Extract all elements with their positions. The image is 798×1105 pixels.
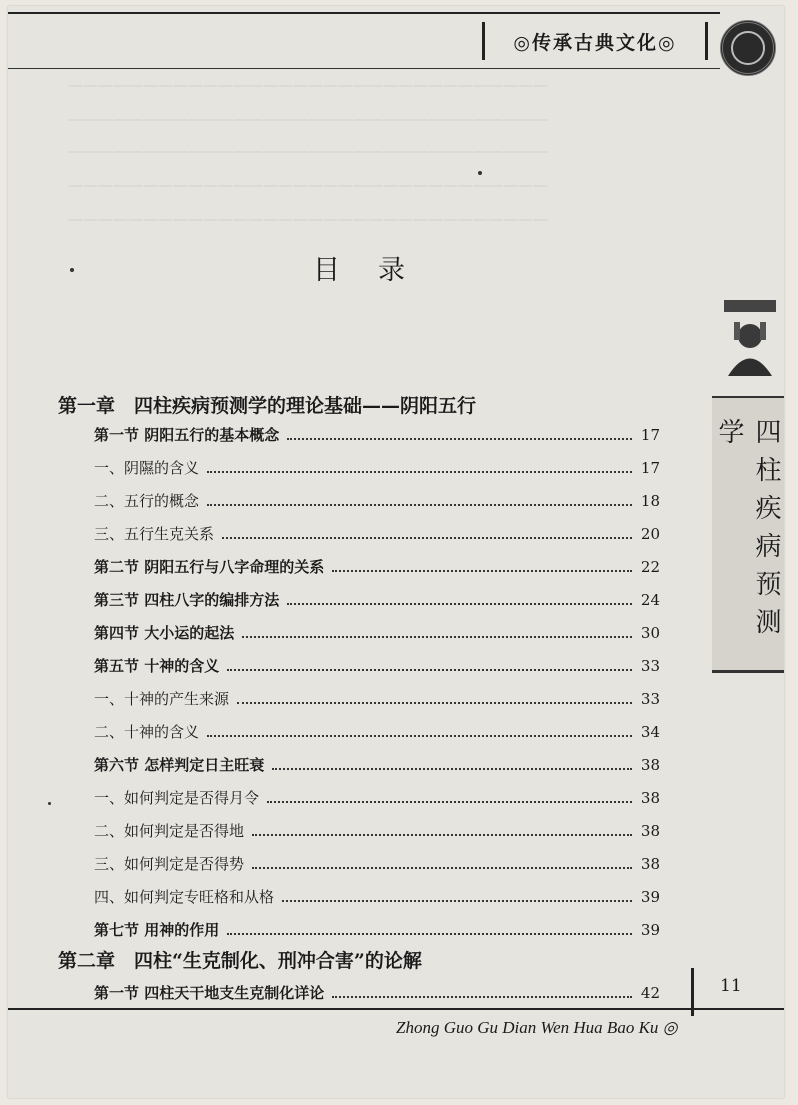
speck <box>478 171 482 175</box>
header-banner: ◎传承古典文化◎ <box>482 22 708 60</box>
toc-entry[interactable]: 第三节 四柱八字的编排方法 24 <box>94 591 660 609</box>
toc-entry[interactable]: 第七节 用神的作用 39 <box>94 921 660 939</box>
toc-entry[interactable]: 第一节 四柱天干地支生克制化详论 42 <box>94 984 660 1002</box>
side-title-panel <box>712 396 784 673</box>
page-number: 39 <box>640 921 660 939</box>
page-number: 38 <box>640 756 660 774</box>
figure-ornament-icon <box>720 296 780 386</box>
seal-logo-icon <box>720 20 776 76</box>
page-number: 20 <box>640 525 660 543</box>
toc-entry[interactable]: 一、阴隰的含义 17 <box>94 459 660 477</box>
side-title: 四柱疾病预测学 <box>714 418 781 646</box>
page-number: 30 <box>640 624 660 642</box>
toc-entry[interactable]: 一、十神的产生来源 33 <box>94 690 660 708</box>
page-number: 18 <box>640 492 660 510</box>
page-number: 42 <box>640 984 660 1002</box>
toc-entry[interactable]: 四、如何判定专旺格和从格 39 <box>94 888 660 906</box>
toc-title: 目录 <box>313 255 443 286</box>
speck <box>48 802 51 805</box>
chapter-heading: 第一章 四柱疾病预测学的理论基础——阴阳五行 <box>58 395 477 417</box>
toc-entry[interactable]: 第六节 怎样判定日主旺衰 38 <box>94 756 660 774</box>
bleed-through: ———————————————————————————————— <box>68 110 548 128</box>
page-number: 39 <box>640 888 660 906</box>
toc-entry[interactable]: 第一节 阴阳五行的基本概念 17 <box>94 426 660 444</box>
page-number: 38 <box>640 855 660 873</box>
toc-entry[interactable]: 第四节 大小运的起法 30 <box>94 624 660 642</box>
page-number: 33 <box>640 690 660 708</box>
toc-entry[interactable]: 第二节 阴阳五行与八字命理的关系 22 <box>94 558 660 576</box>
toc-entry[interactable]: 二、五行的概念 18 <box>94 492 660 510</box>
chapter-heading: 第二章 四柱“生克制化、刑冲合害”的论解 <box>58 950 422 972</box>
running-footer: Zhong Guo Gu Dian Wen Hua Bao Ku ◎ <box>396 1018 678 1037</box>
page-number: 33 <box>640 657 660 675</box>
page-number: 17 <box>640 426 660 444</box>
header-rule-lower <box>8 68 720 69</box>
bleed-through: ———————————————————————————————— <box>68 210 548 228</box>
toc-entry[interactable]: 第五节 十神的含义 33 <box>94 657 660 675</box>
bleed-through: ———————————————————————————————— <box>68 76 548 94</box>
page-number: 34 <box>640 723 660 741</box>
toc-entry[interactable]: 三、如何判定是否得势 38 <box>94 855 660 873</box>
toc-entry[interactable]: 二、十神的含义 34 <box>94 723 660 741</box>
folio-number: 11 <box>720 976 742 996</box>
toc-entry[interactable]: 二、如何判定是否得地 38 <box>94 822 660 840</box>
speck <box>70 268 74 272</box>
toc-entry[interactable]: 一、如何判定是否得月令 38 <box>94 789 660 807</box>
header-rule <box>8 12 720 14</box>
page-number: 38 <box>640 822 660 840</box>
bleed-through: ———————————————————————————————— <box>68 142 548 160</box>
toc-entry[interactable]: 三、五行生克关系 20 <box>94 525 660 543</box>
bleed-through: ———————————————————————————————— <box>68 176 548 194</box>
page-number: 22 <box>640 558 660 576</box>
book-page <box>8 6 784 1098</box>
footer-rule <box>8 1008 784 1010</box>
page-number: 17 <box>640 459 660 477</box>
page-number: 24 <box>640 591 660 609</box>
page-number: 38 <box>640 789 660 807</box>
